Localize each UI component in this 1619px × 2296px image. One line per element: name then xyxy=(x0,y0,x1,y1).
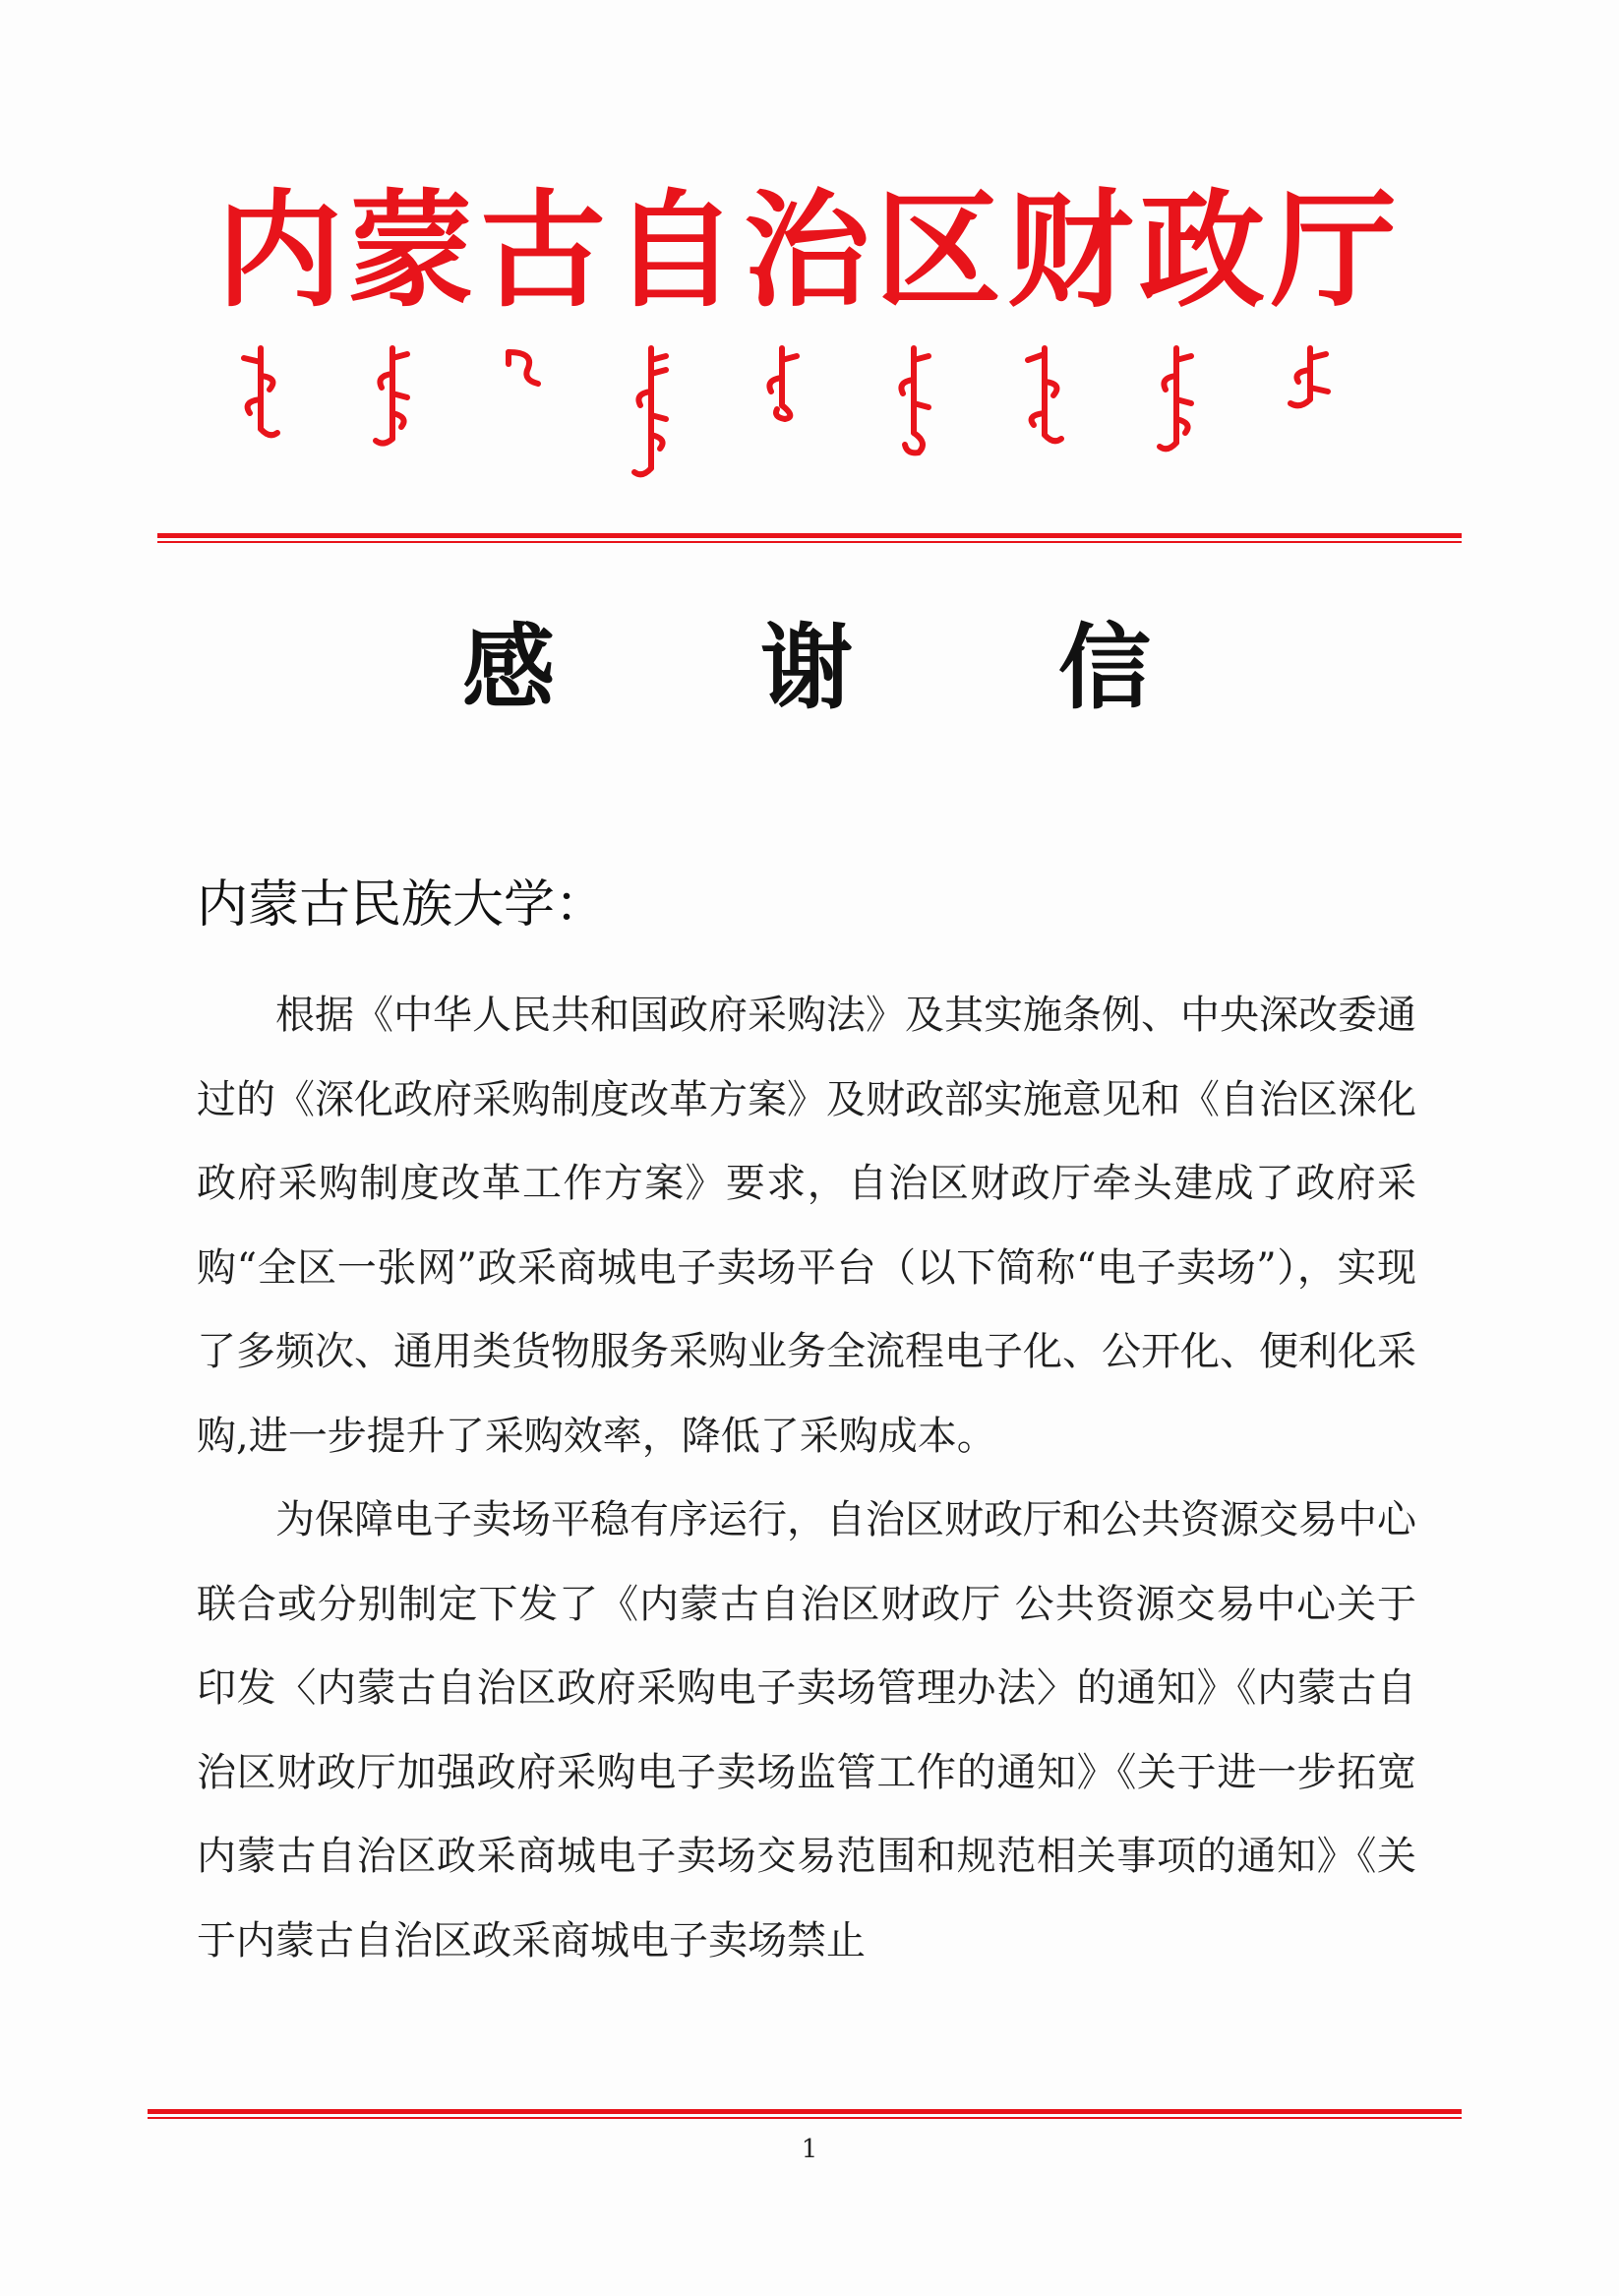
letter-body xyxy=(197,974,1416,1983)
mongolian-glyph xyxy=(1020,344,1069,453)
page-number: 1 xyxy=(801,2135,818,2164)
mongolian-glyph xyxy=(757,344,807,423)
mongolian-glyph xyxy=(627,344,676,482)
mongolian-glyph xyxy=(889,344,938,462)
letter-salutation: 内蒙古民族大学： xyxy=(197,876,607,935)
body-paragraph: 为保障电子卖场平稳有序运行，自治区财政厅和公共资源交易中心联合或分别制定下发了《内蒙古自治区财政厅 公共资源交易中心关于印发〈内蒙古自治区政府采购电子卖场管理办法〉的通知》《内蒙古自治区财政厅加强政府采购电子卖场监管工作的通知》《关于进一步拓宽内蒙古自治区政采商城电子卖场交易范围和规范相关事项的通知》《关于内蒙古自治区政采商城电子卖场禁止 xyxy=(197,1497,1416,1964)
document-title xyxy=(462,610,1151,728)
letterhead-organization-name: 内蒙古自治区财政厅 xyxy=(215,177,1403,325)
mongolian-glyph xyxy=(1283,344,1338,413)
document-title-char: 信 xyxy=(1057,615,1151,722)
document-title-char: 谢 xyxy=(759,615,853,722)
mongolian-glyph xyxy=(1152,344,1201,462)
mongolian-glyph xyxy=(368,344,417,453)
mongolian-glyph xyxy=(499,344,544,393)
header-divider-rule xyxy=(157,532,1462,546)
document-title-char: 感 xyxy=(462,615,556,722)
mongolian-glyph xyxy=(236,344,285,443)
letterhead-mongolian-script xyxy=(236,344,1338,482)
body-paragraph: 根据《中华人民共和国政府采购法》及其实施条例、中央深改委通过的《深化政府采购制度改革方案》及财政部实施意见和《自治区深化政府采购制度改革工作方案》要求，自治区财政厅牵头建成了政府采购“全区一张网”政采商城电子卖场平台（以下简称“电子卖场”），实现了多频次、通用类货物服务采购业务全流程电子化、公开化、便利化采购,进一步提升了采购效率，降低了采购成本。 xyxy=(197,993,1416,1459)
footer-divider-rule xyxy=(148,2108,1462,2122)
